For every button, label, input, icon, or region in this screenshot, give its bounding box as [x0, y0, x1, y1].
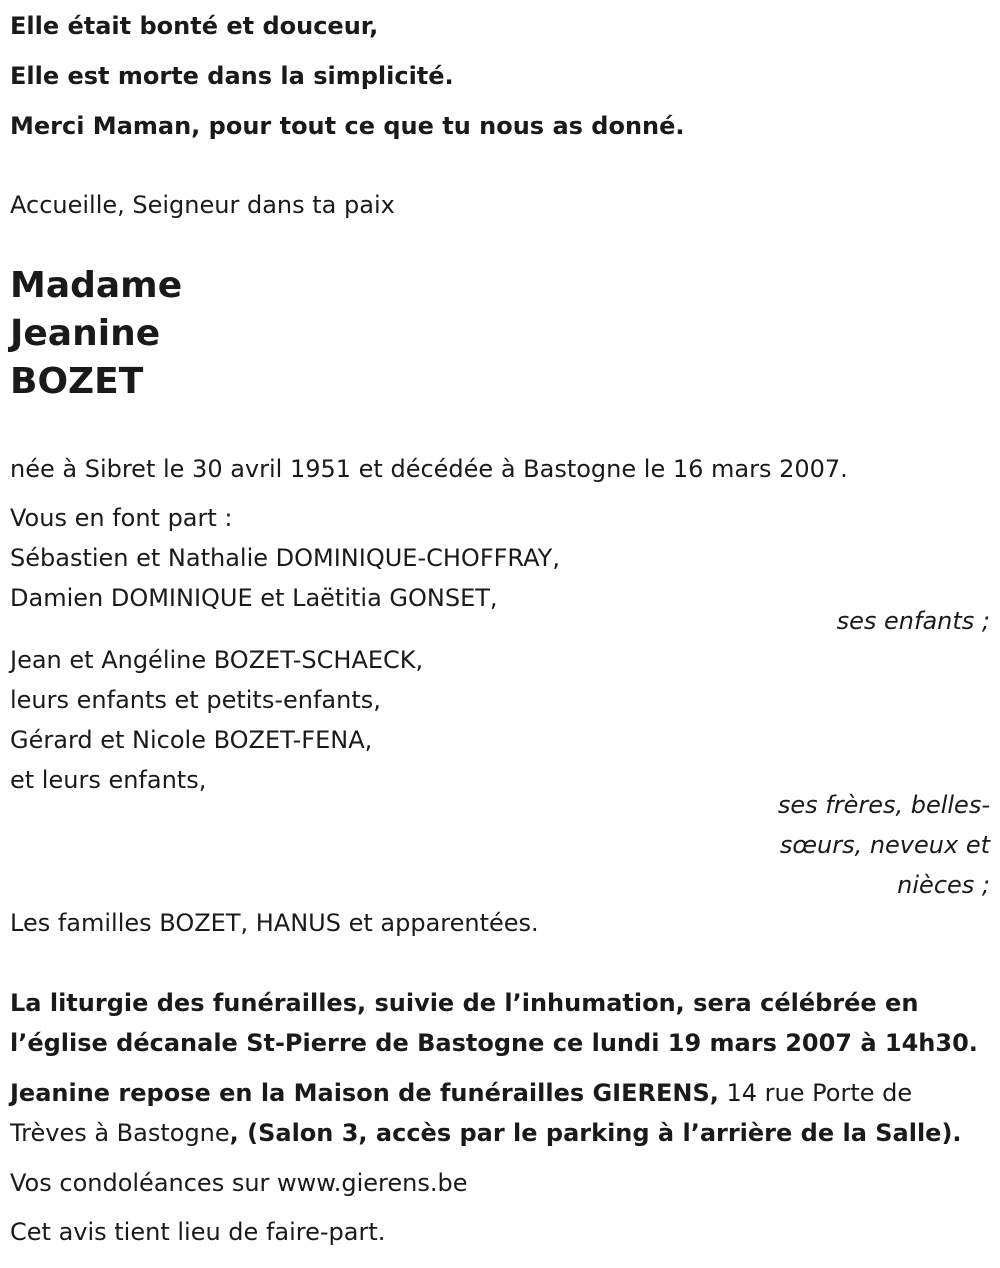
repose-bold-2: , (Salon 3, accès par le parking à l’arrière de la Salle).: [229, 1119, 962, 1147]
sibling-line-4: et leurs enfants,: [10, 766, 207, 794]
poem-line-2: Elle est morte dans la simplicité.: [10, 62, 454, 90]
funeral-info: [10, 983, 995, 1063]
funeral-line-2: l’église décanale St-Pierre de Bastogne ce lundi 19 mars 2007 à 14h30.: [10, 1029, 978, 1057]
condolences: Vos condoléances sur www.gierens.be: [10, 1169, 468, 1197]
sibling-line-1: Jean et Angéline BOZET-SCHAECK,: [10, 646, 424, 674]
notice: Cet avis tient lieu de faire-part.: [10, 1218, 386, 1246]
sibling-line-2: leurs enfants et petits-enfants,: [10, 686, 381, 714]
siblings-role-line-2: sœurs, neveux et: [779, 831, 990, 859]
repose-normal-2: Trèves à Bastogne: [10, 1119, 230, 1147]
repose-bold-1: Jeanine repose en la Maison de funérailles GIERENS,: [10, 1079, 719, 1107]
deceased-name: [10, 262, 182, 406]
repose-info: [10, 1073, 995, 1153]
announce-intro: Vous en font part :: [10, 504, 233, 532]
name-first: Jeanine: [10, 313, 161, 354]
siblings-role: [770, 785, 990, 905]
name-last: BOZET: [10, 361, 144, 402]
poem-line-1: Elle était bonté et douceur,: [10, 12, 379, 40]
poem: [10, 6, 685, 156]
families: Les familles BOZET, HANUS et apparentées.: [10, 909, 539, 937]
repose-normal-1: 14 rue Porte de: [718, 1079, 913, 1107]
announce-block: [10, 498, 560, 618]
children-role: ses enfants ;: [836, 607, 990, 635]
siblings-role-line-1: ses frères, belles-: [777, 791, 990, 819]
siblings-role-line-3: nièces ;: [897, 871, 990, 899]
poem-line-3: Merci Maman, pour tout ce que tu nous as donné.: [10, 112, 685, 140]
child-line-1: Sébastien et Nathalie DOMINIQUE-CHOFFRAY,: [10, 544, 560, 572]
sibling-line-3: Gérard et Nicole BOZET-FENA,: [10, 726, 373, 754]
siblings-block: [10, 640, 423, 800]
child-line-2: Damien DOMINIQUE et Laëtitia GONSET,: [10, 584, 498, 612]
prayer: Accueille, Seigneur dans ta paix: [10, 191, 395, 219]
birth-death: née à Sibret le 30 avril 1951 et décédée à Bastogne le 16 mars 2007.: [10, 455, 848, 483]
name-title: Madame: [10, 265, 183, 306]
funeral-line-1: La liturgie des funérailles, suivie de l’inhumation, sera célébrée en: [10, 989, 919, 1017]
